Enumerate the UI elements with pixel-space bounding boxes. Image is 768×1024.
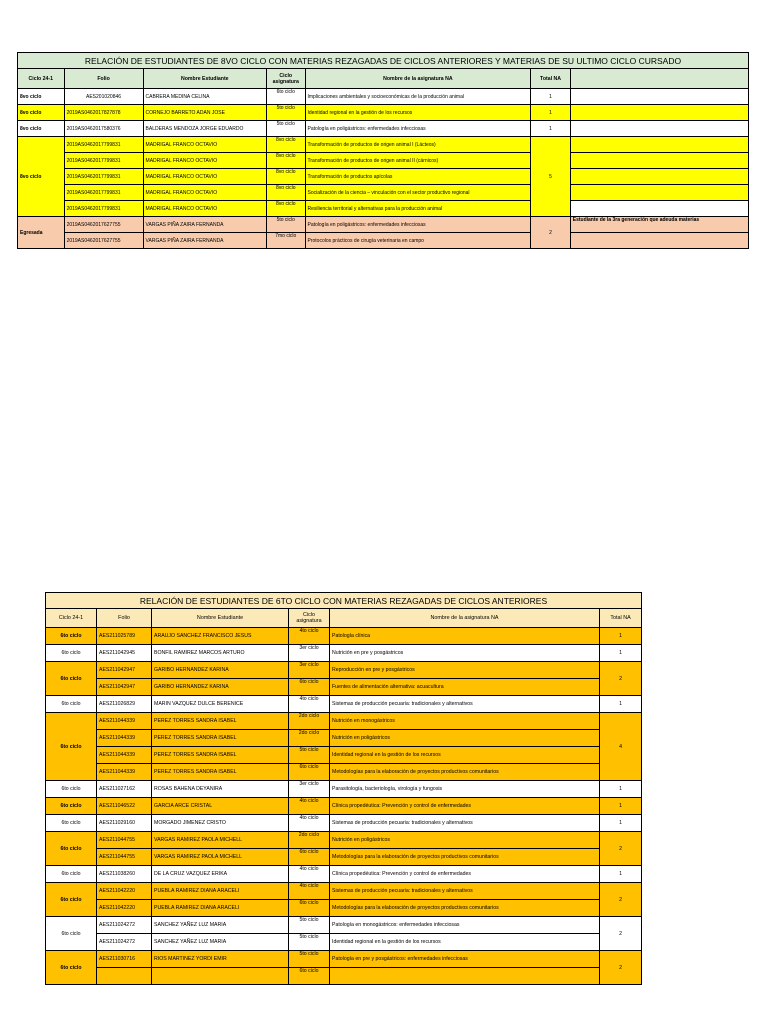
- cell-nombre: GARCIA ARCE CRISTAL: [152, 798, 289, 815]
- cell-ciclo-asignatura: 8vo ciclo: [267, 169, 305, 185]
- cell-ciclo: 6to ciclo: [46, 696, 97, 713]
- table-row: [46, 951, 642, 968]
- cell-asignatura: Sistemas de producción pecuaria: tradicionales y alternativos: [330, 883, 600, 900]
- header-nombre: Nombre Estudiante: [143, 69, 267, 89]
- cell-ciclo: 6to ciclo: [46, 917, 97, 951]
- cell-ciclo-asignatura: 3er ciclo: [289, 781, 330, 798]
- cell-nota: [570, 89, 748, 105]
- cell-ciclo: 8vo ciclo: [18, 105, 65, 121]
- cell-ciclo: 6to ciclo: [46, 798, 97, 815]
- table-row: [46, 730, 642, 747]
- cell-ciclo-asignatura: 8vo ciclo: [267, 137, 305, 153]
- cell-ciclo-asignatura: 6to ciclo: [289, 679, 330, 696]
- table-row: [18, 153, 749, 169]
- cell-nota: [570, 105, 748, 121]
- cell-nombre: SANCHEZ YAÑEZ LUZ MARIA: [152, 934, 289, 951]
- cell-ciclo-asignatura: 6to ciclo: [289, 764, 330, 781]
- cell-folio: AES211044339: [97, 730, 152, 747]
- cell-ciclo-asignatura: 5to ciclo: [289, 917, 330, 934]
- table-row: [46, 900, 642, 917]
- table-row: [46, 866, 642, 883]
- table-title: RELACIÓN DE ESTUDIANTES DE 8VO CICLO CON MATERIAS REZAGADAS DE CICLOS ANTERIORES Y MATERIAS DE SU ULTIMO CICLO CURSADO: [18, 53, 749, 69]
- cell-ciclo: 8vo ciclo: [18, 137, 65, 217]
- cell-asignatura: Nutrición en poligástricos: [330, 730, 600, 747]
- cell-asignatura: Nutrición en monogástricos: [330, 713, 600, 730]
- header-ciclo-asignatura: Ciclo asignatura: [289, 609, 330, 628]
- cell-ciclo-asignatura: 5to ciclo: [289, 747, 330, 764]
- table-8vo-ciclo: [17, 52, 749, 249]
- cell-ciclo-asignatura: 6to ciclo: [289, 849, 330, 866]
- cell-asignatura: Sistemas de producción pecuaria: tradicionales y alternativos: [330, 815, 600, 832]
- table-row: [18, 121, 749, 137]
- cell-ciclo-asignatura: 6to ciclo: [289, 968, 330, 985]
- table-row: [46, 679, 642, 696]
- cell-ciclo-asignatura: 6to ciclo: [267, 89, 305, 105]
- cell-folio: 2019AS0462017627755: [64, 233, 143, 249]
- cell-ciclo: 6to ciclo: [46, 662, 97, 696]
- header-ciclo: Ciclo 24-1: [46, 609, 97, 628]
- cell-nombre: MADRIGAL FRANCO OCTAVIO: [143, 185, 267, 201]
- cell-ciclo: 6to ciclo: [46, 645, 97, 662]
- cell-ciclo-asignatura: 7mo ciclo: [267, 233, 305, 249]
- cell-asignatura: Protocolos prácticos de cirugía veterinaria en campo: [305, 233, 531, 249]
- table-row: [46, 849, 642, 866]
- cell-nota: [570, 185, 748, 201]
- table-row: [18, 185, 749, 201]
- cell-ciclo: 6to ciclo: [46, 713, 97, 781]
- cell-ciclo: 8vo ciclo: [18, 89, 65, 105]
- cell-folio: 2019AS0462017799831: [64, 153, 143, 169]
- cell-folio: AES211027162: [97, 781, 152, 798]
- table-row: [46, 662, 642, 679]
- cell-nombre: PEREZ TORRES SANDRA ISABEL: [152, 747, 289, 764]
- table-row: [46, 798, 642, 815]
- header-asignatura: Nombre de la asignatura NA: [305, 69, 531, 89]
- cell-ciclo-asignatura: 8vo ciclo: [267, 153, 305, 169]
- cell-ciclo-asignatura: 4to ciclo: [289, 798, 330, 815]
- cell-asignatura: Metodologías para la elaboración de proyectos productivos comunitarios: [330, 849, 600, 866]
- cell-folio: AES211046522: [97, 798, 152, 815]
- header-total: Total NA: [600, 609, 642, 628]
- cell-asignatura: Resiliencia territorial y alternativas para la producción animal: [305, 201, 531, 217]
- cell-asignatura: Sistemas de producción pecuaria: tradicionales y alternativos: [330, 696, 600, 713]
- cell-ciclo-asignatura: 4to ciclo: [289, 628, 330, 645]
- cell-total: 1: [531, 105, 570, 121]
- cell-nombre: DE LA CRUZ VAZQUEZ ERIKA: [152, 866, 289, 883]
- table-row: [46, 883, 642, 900]
- cell-nombre: MORGADO JIMENEZ CRISTO: [152, 815, 289, 832]
- cell-folio: 2019AS0462017799831: [64, 169, 143, 185]
- table-row: [18, 217, 749, 233]
- cell-ciclo-asignatura: 5to ciclo: [267, 105, 305, 121]
- cell-ciclo: 6to ciclo: [46, 781, 97, 798]
- table-row: [46, 645, 642, 662]
- cell-folio: [97, 968, 152, 985]
- table-row: [46, 628, 642, 645]
- cell-folio: AES211026829: [97, 696, 152, 713]
- cell-asignatura: Identidad regional en la gestión de los recursos: [305, 105, 531, 121]
- cell-nombre: MADRIGAL FRANCO OCTAVIO: [143, 201, 267, 217]
- cell-nombre: RIOS MARTINEZ YORDI EMIR: [152, 951, 289, 968]
- cell-nombre: PEREZ TORRES SANDRA ISABEL: [152, 713, 289, 730]
- cell-nombre: VARGAS PIÑA ZAIRA FERNANDA: [143, 217, 267, 233]
- table-row: [46, 696, 642, 713]
- cell-nombre: CORNEJO BARRETO ADAN JOSE: [143, 105, 267, 121]
- cell-asignatura: Socialización de la ciencia – vinculación con el sector productivo regional: [305, 185, 531, 201]
- cell-total: 2: [531, 217, 570, 249]
- table-row: [18, 137, 749, 153]
- table-row: [46, 917, 642, 934]
- cell-folio: AES211038260: [97, 866, 152, 883]
- table-row: [18, 169, 749, 185]
- cell-nombre: ARAUJO SANCHEZ FRANCISCO JESUS: [152, 628, 289, 645]
- cell-nombre: GARIBO HERNANDEZ KARINA: [152, 662, 289, 679]
- cell-asignatura: Metodologías para la elaboración de proyectos productivos comunitarios: [330, 764, 600, 781]
- table-row: [46, 968, 642, 985]
- cell-ciclo: 6to ciclo: [46, 951, 97, 985]
- cell-nombre: MADRIGAL FRANCO OCTAVIO: [143, 137, 267, 153]
- cell-total: 1: [600, 645, 642, 662]
- cell-nota: [570, 169, 748, 185]
- cell-asignatura: Clínica propedéutica: Prevención y control de enfermedades: [330, 798, 600, 815]
- cell-nombre: VARGAS RAMIREZ PAOLA MICHELL: [152, 849, 289, 866]
- cell-folio: 2019AS0462017580376: [64, 121, 143, 137]
- cell-ciclo-asignatura: 5to ciclo: [267, 217, 305, 233]
- header-folio: Folio: [97, 609, 152, 628]
- cell-nota: [570, 153, 748, 169]
- cell-total: 2: [600, 662, 642, 696]
- cell-total: 1: [600, 866, 642, 883]
- cell-nombre: MADRIGAL FRANCO OCTAVIO: [143, 169, 267, 185]
- cell-asignatura: Patología en pre y posgástricos: enfermedades infecciosas: [330, 951, 600, 968]
- cell-folio: AES211024272: [97, 917, 152, 934]
- cell-asignatura: Implicaciones ambientales y socioeconómicas de la producción animal: [305, 89, 531, 105]
- cell-folio: 2019AS0462017799831: [64, 137, 143, 153]
- cell-total: 1: [600, 696, 642, 713]
- cell-nombre: GARIBO HERNANDEZ KARINA: [152, 679, 289, 696]
- table-row: [46, 815, 642, 832]
- cell-ciclo: 6to ciclo: [46, 883, 97, 917]
- table-6to-ciclo: [45, 592, 642, 985]
- cell-nombre: MARIN VAZQUEZ DULCE BERENICE: [152, 696, 289, 713]
- header-folio: Folio: [64, 69, 143, 89]
- cell-ciclo-asignatura: 3er ciclo: [289, 662, 330, 679]
- cell-total: 4: [600, 713, 642, 781]
- cell-folio: AES201020846: [64, 89, 143, 105]
- cell-ciclo: 6to ciclo: [46, 815, 97, 832]
- cell-nota: [570, 233, 748, 249]
- cell-nombre: PEREZ TORRES SANDRA ISABEL: [152, 764, 289, 781]
- cell-ciclo-asignatura: 2do ciclo: [289, 832, 330, 849]
- cell-nota: Estudiante de la 3ra generación que adeuda materias: [570, 217, 748, 233]
- cell-folio: AES211042947: [97, 679, 152, 696]
- cell-folio: 2019AS0462017799831: [64, 201, 143, 217]
- cell-folio: AES211044339: [97, 713, 152, 730]
- cell-folio: AES211044339: [97, 764, 152, 781]
- cell-nombre: VARGAS PIÑA ZAIRA FERNANDA: [143, 233, 267, 249]
- cell-ciclo: 6to ciclo: [46, 832, 97, 866]
- table-row: [18, 105, 749, 121]
- cell-ciclo-asignatura: 4to ciclo: [289, 815, 330, 832]
- cell-asignatura: Nutrición en poligástricos: [330, 832, 600, 849]
- cell-nota: [570, 137, 748, 153]
- table-row: [46, 781, 642, 798]
- cell-asignatura: [330, 968, 600, 985]
- cell-folio: AES211042945: [97, 645, 152, 662]
- cell-ciclo-asignatura: 8vo ciclo: [267, 201, 305, 217]
- cell-folio: AES211044339: [97, 747, 152, 764]
- cell-nombre: PUEBLA RAMIREZ DIANA ARACELI: [152, 883, 289, 900]
- cell-asignatura: Transformación de productos apícolas: [305, 169, 531, 185]
- cell-folio: AES211029160: [97, 815, 152, 832]
- cell-ciclo-asignatura: 4to ciclo: [289, 696, 330, 713]
- header-ciclo-asignatura: Ciclo asignatura: [267, 69, 305, 89]
- cell-asignatura: Metodologías para la elaboración de proyectos productivos comunitarios: [330, 900, 600, 917]
- header-total: Total NA: [531, 69, 570, 89]
- cell-nombre: PEREZ TORRES SANDRA ISABEL: [152, 730, 289, 747]
- cell-folio: 2019AS0462017799831: [64, 185, 143, 201]
- cell-asignatura: Patología en poligástricos: enfermedades infecciosas: [305, 217, 531, 233]
- cell-nombre: CABRERA MEDINA CELINA: [143, 89, 267, 105]
- cell-ciclo-asignatura: 8vo ciclo: [267, 185, 305, 201]
- cell-folio: AES211042220: [97, 883, 152, 900]
- cell-folio: AES211025789: [97, 628, 152, 645]
- table-row: [46, 832, 642, 849]
- cell-ciclo-asignatura: 2do ciclo: [289, 713, 330, 730]
- cell-asignatura: Transformación de productos de origen animal I (Lácteos): [305, 137, 531, 153]
- header-nota: [570, 69, 748, 89]
- cell-ciclo: 6to ciclo: [46, 628, 97, 645]
- cell-folio: AES211044755: [97, 832, 152, 849]
- cell-folio: 2019AS0462017827878: [64, 105, 143, 121]
- cell-asignatura: Patología en monogástricos: enfermedades infecciosas: [330, 917, 600, 934]
- cell-ciclo-asignatura: 5to ciclo: [289, 951, 330, 968]
- cell-asignatura: Patología clínica: [330, 628, 600, 645]
- cell-nombre: ROSAS BAHENA DEYANIRA: [152, 781, 289, 798]
- cell-ciclo: 8vo ciclo: [18, 121, 65, 137]
- cell-nombre: [152, 968, 289, 985]
- table-title: RELACIÓN DE ESTUDIANTES DE 6TO CICLO CON MATERIAS REZAGADAS DE CICLOS ANTERIORES: [46, 593, 642, 609]
- cell-asignatura: Transformación de productos de origen animal II (cárnicos): [305, 153, 531, 169]
- cell-nota: [570, 201, 748, 217]
- cell-total: 1: [600, 798, 642, 815]
- cell-asignatura: Clínica propedéutica: Prevención y control de enfermedades: [330, 866, 600, 883]
- cell-ciclo-asignatura: 3er ciclo: [289, 645, 330, 662]
- cell-total: 2: [600, 917, 642, 951]
- cell-asignatura: Identidad regional en la gestión de los recursos: [330, 747, 600, 764]
- cell-folio: 2019AS0462017627755: [64, 217, 143, 233]
- cell-total: 1: [531, 121, 570, 137]
- cell-asignatura: Identidad regional en la gestión de los recursos: [330, 934, 600, 951]
- cell-total: 5: [531, 137, 570, 217]
- cell-total: 2: [600, 883, 642, 917]
- cell-ciclo-asignatura: 5to ciclo: [267, 121, 305, 137]
- cell-folio: AES211024272: [97, 934, 152, 951]
- cell-asignatura: Fuentes de alimentación alternativa: acuacultura: [330, 679, 600, 696]
- cell-asignatura: Nutrición en pre y posgástricos: [330, 645, 600, 662]
- cell-total: 2: [600, 951, 642, 985]
- cell-folio: AES211044755: [97, 849, 152, 866]
- table-row: [18, 89, 749, 105]
- table-row: [18, 233, 749, 249]
- cell-asignatura: Reproducción en pre y posgástricos: [330, 662, 600, 679]
- table-row: [46, 713, 642, 730]
- table-row: [46, 764, 642, 781]
- cell-nombre: MADRIGAL FRANCO OCTAVIO: [143, 153, 267, 169]
- cell-total: 1: [531, 89, 570, 105]
- cell-ciclo: Egresada: [18, 217, 65, 249]
- cell-nota: [570, 121, 748, 137]
- cell-ciclo-asignatura: 5to ciclo: [289, 934, 330, 951]
- cell-ciclo-asignatura: 4to ciclo: [289, 883, 330, 900]
- cell-asignatura: Patología en poligástricos: enfermedades infecciosas: [305, 121, 531, 137]
- cell-total: 2: [600, 832, 642, 866]
- cell-total: 1: [600, 781, 642, 798]
- cell-nombre: PUEBLA RAMIREZ DIANA ARACELI: [152, 900, 289, 917]
- cell-folio: AES211042947: [97, 662, 152, 679]
- table-row: [18, 201, 749, 217]
- header-ciclo: Ciclo 24-1: [18, 69, 65, 89]
- cell-folio: AES211030716: [97, 951, 152, 968]
- header-nombre: Nombre Estudiante: [152, 609, 289, 628]
- cell-ciclo-asignatura: 6to ciclo: [289, 900, 330, 917]
- cell-nombre: VARGAS RAMIREZ PAOLA MICHELL: [152, 832, 289, 849]
- cell-nombre: BONFIL RAMIREZ MARCOS ARTURO: [152, 645, 289, 662]
- cell-folio: AES211042220: [97, 900, 152, 917]
- cell-asignatura: Parasitología, bacteriología, virología y fungosis: [330, 781, 600, 798]
- cell-total: 1: [600, 815, 642, 832]
- cell-total: 1: [600, 628, 642, 645]
- cell-ciclo-asignatura: 2do ciclo: [289, 730, 330, 747]
- table-row: [46, 747, 642, 764]
- cell-ciclo-asignatura: 4to ciclo: [289, 866, 330, 883]
- cell-nombre: SANCHEZ YAÑEZ LUZ MARIA: [152, 917, 289, 934]
- table-row: [46, 934, 642, 951]
- cell-nombre: BALDERAS MENDOZA JORGE EDUARDO: [143, 121, 267, 137]
- cell-ciclo: 6to ciclo: [46, 866, 97, 883]
- header-asignatura: Nombre de la asignatura NA: [330, 609, 600, 628]
